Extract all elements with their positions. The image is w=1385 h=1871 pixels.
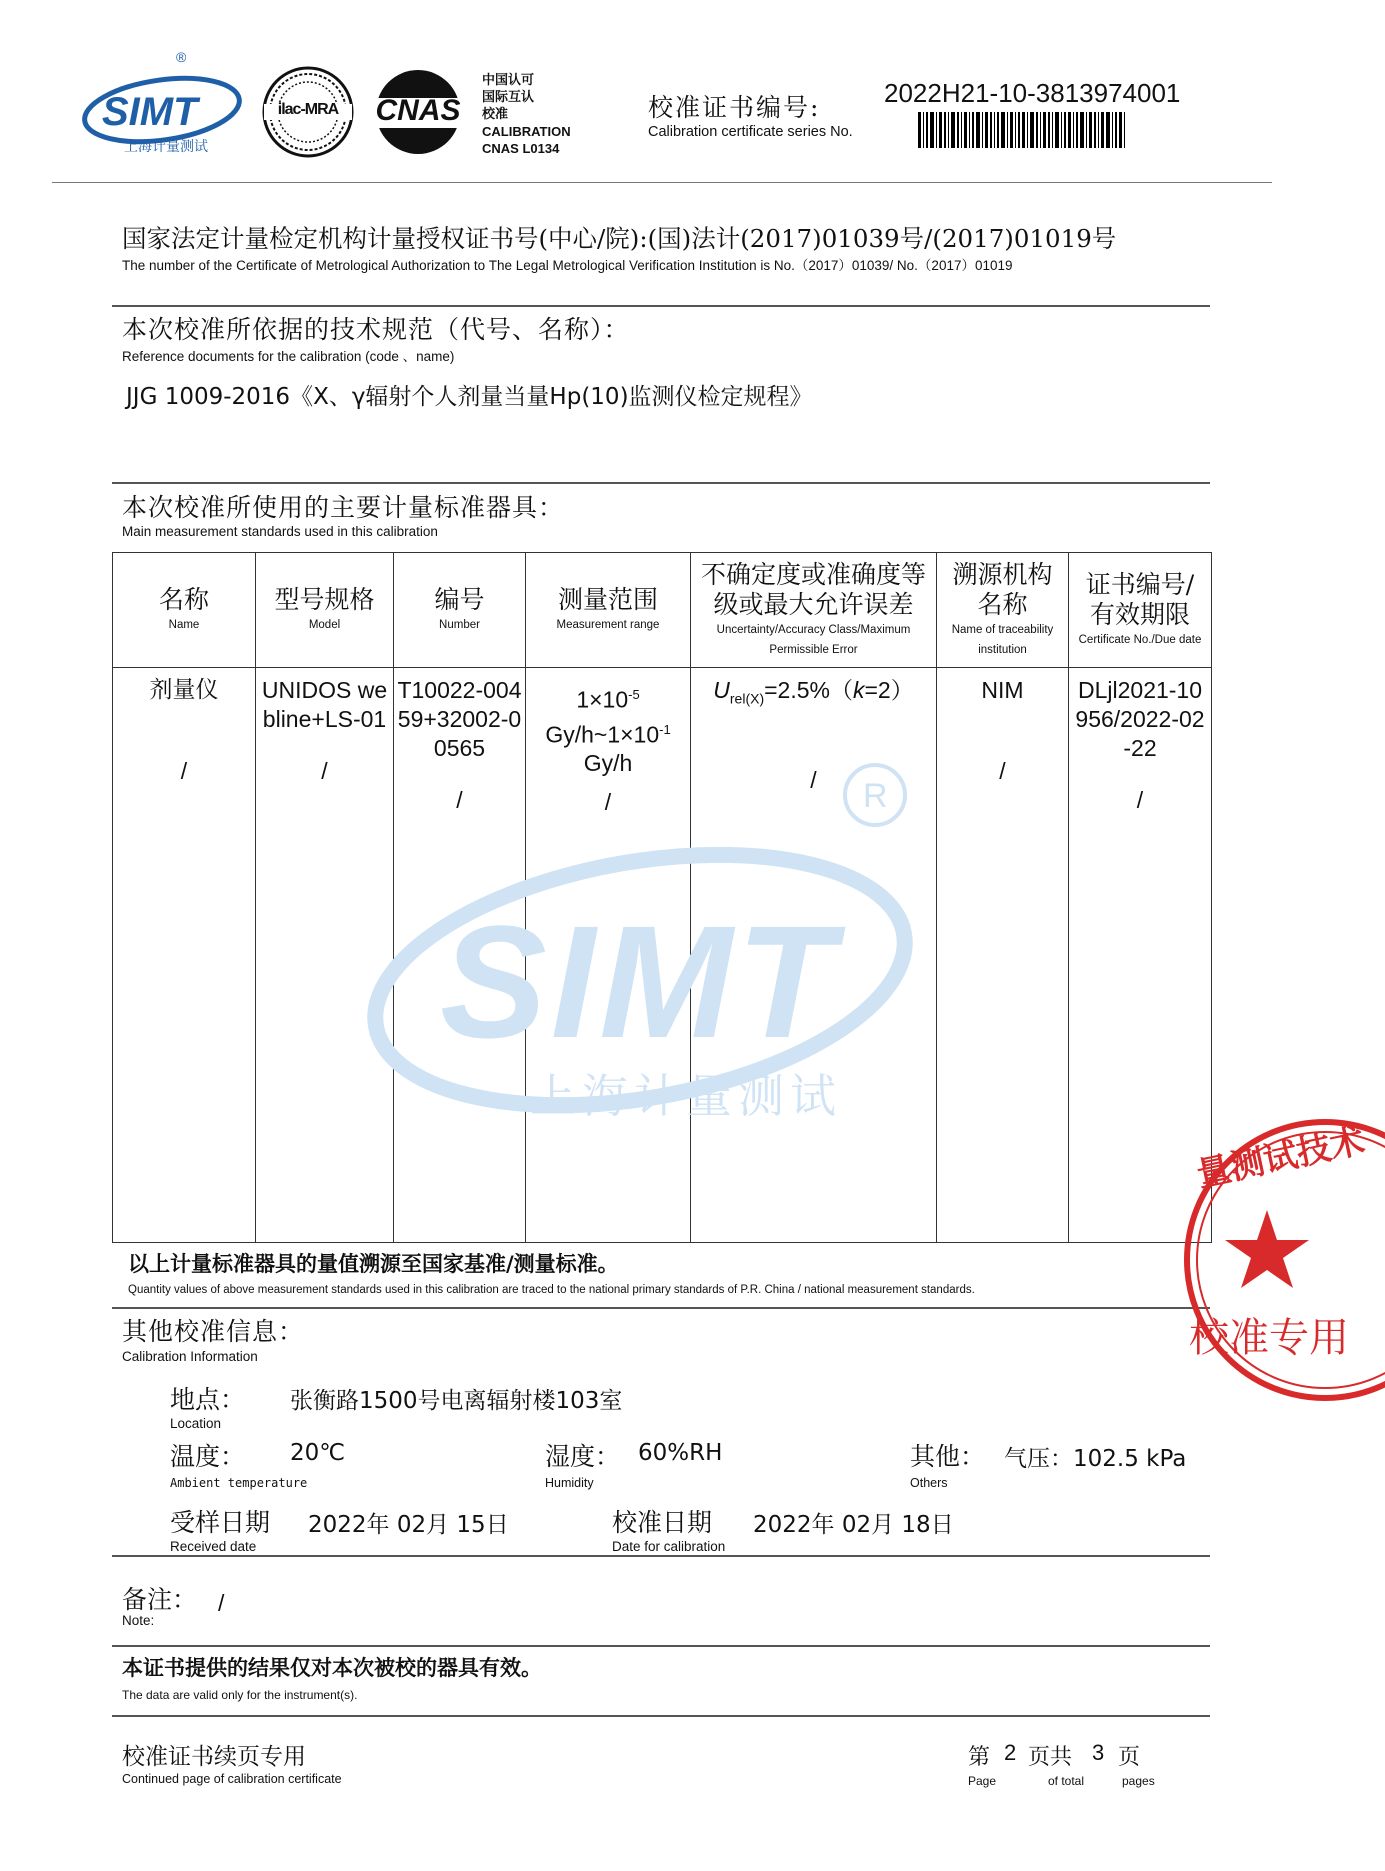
divider-2	[112, 482, 1210, 484]
page-text-1: 第	[968, 1745, 991, 1770]
calibration-date-value: 2022年 02月 18日	[753, 1512, 954, 1538]
range-part-1: 1×10	[576, 686, 629, 713]
authorization-cn: 国家法定计量检定机构计量授权证书号(中心/院):(国)法计(2017)01039号/(2017)01019号	[122, 224, 1117, 253]
ilac-mra-logo	[262, 66, 354, 158]
col-uncertainty-en: Uncertainty/Accuracy Class/Maximum Permissible Error	[716, 624, 911, 656]
simt-logo-cn: 上海计量测试	[124, 139, 208, 155]
cell-uncertainty-value	[691, 676, 936, 714]
cnas-cn-3: 校准	[482, 107, 509, 122]
col-institution-cn: 溯源机构名称	[952, 560, 1053, 619]
validity-en: The data are valid only for the instrument(s).	[122, 1688, 358, 1702]
simt-logo	[80, 50, 255, 160]
standards-heading: 本次校准所使用的主要计量标准器具：	[122, 493, 565, 522]
watermark-cn: 上海计量测试	[530, 1069, 842, 1123]
barcode	[918, 112, 1158, 148]
cell-institution-value: NIM	[981, 677, 1024, 703]
uncertainty-sub: rel(X)	[729, 690, 765, 707]
simt-watermark	[360, 777, 920, 1150]
other-info-heading: 其他校准信息：	[122, 1317, 305, 1346]
empty-mark: /	[180, 758, 188, 784]
cert-series-label-en: Calibration certificate series No.	[648, 124, 853, 140]
col-certificate-en: Certificate No./Due date	[1078, 634, 1202, 646]
continued-page-label-en: Continued page of calibration certificate	[122, 1772, 342, 1786]
col-number-en: Number	[439, 619, 480, 631]
calibration-date-label: 校准日期	[612, 1508, 713, 1537]
range-sup-1: -5	[628, 687, 640, 702]
cnas-info	[482, 72, 571, 157]
cert-series-label: 校准证书编号:	[648, 93, 821, 122]
empty-mark: /	[321, 758, 328, 784]
cnas-cn-1: 中国认可	[482, 73, 535, 88]
cell-range-value	[526, 680, 690, 778]
page-en-1: Page	[968, 1774, 997, 1788]
page-text-3: 页	[1118, 1745, 1141, 1770]
cell-number-value: T10022-00459+32002-00565	[397, 677, 522, 761]
cell-model-value: UNIDOS webline+LS-01	[261, 677, 388, 732]
authorization-en: The number of the Certificate of Metrological Authorization to The Legal Metrological Verification Institution is No.（2017）01039/ No.（2017）01019	[122, 258, 1013, 273]
cell-name	[113, 668, 256, 1243]
page-en-3: pages	[1122, 1774, 1155, 1788]
standards-heading-en: Main measurement standards used in this calibration	[122, 524, 438, 539]
empty-mark: /	[456, 787, 463, 813]
continued-page-label: 校准证书续页专用	[122, 1744, 306, 1770]
note-label-en: Note:	[122, 1613, 155, 1628]
page-text-2: 页共	[1028, 1745, 1073, 1770]
col-number-cn: 编号	[434, 585, 485, 614]
stamp-text-bottom: 校准专用	[1189, 1315, 1349, 1361]
page-indicator	[968, 1740, 1168, 1800]
divider-3	[112, 1307, 1210, 1309]
col-range-cn: 测量范围	[557, 585, 658, 614]
validity-cn: 本证书提供的结果仅对本次被校的器具有效。	[122, 1656, 542, 1680]
humidity-label-en: Humidity	[545, 1476, 594, 1490]
uncertainty-rest: =2.5%（	[764, 677, 853, 703]
temp-label-en: Ambient temperature	[170, 1476, 308, 1490]
cnas-cn-2: 国际互认	[482, 90, 535, 105]
col-header-range	[526, 553, 691, 668]
received-date-label: 受样日期	[170, 1508, 271, 1537]
simt-logo-text: SIMT	[102, 90, 198, 134]
other-info-heading-en: Calibration Information	[122, 1349, 258, 1364]
table-header-row	[113, 553, 1212, 668]
page-en-2: of total	[1048, 1774, 1085, 1788]
ilac-logo-text: ilac-MRA	[277, 101, 339, 118]
location-value: 张衡路1500号电离辐射楼103室	[290, 1388, 623, 1414]
col-model-en: Model	[308, 619, 341, 631]
header-divider	[52, 182, 1272, 183]
traceability-cn: 以上计量标准器具的量值溯源至国家基准/测量标准。	[128, 1252, 619, 1276]
note-value: /	[218, 1590, 225, 1616]
col-header-uncertainty	[691, 553, 937, 668]
others-label-en: Others	[910, 1476, 948, 1490]
humidity-label: 湿度：	[545, 1442, 621, 1471]
cnas-logo-text: CNAS	[375, 94, 461, 127]
divider-5	[112, 1645, 1210, 1647]
col-certificate-cn: 证书编号/有效期限	[1085, 570, 1195, 629]
others-label: 其他：	[910, 1442, 986, 1471]
watermark-text: SIMT	[440, 892, 839, 1071]
divider-1	[112, 305, 1210, 307]
range-part-3: Gy/h	[583, 750, 633, 777]
traceability-en: Quantity values of above measurement standards used in this calibration are traced to the national primary standards of P.R. China / national measurement standards.	[128, 1284, 975, 1296]
calibration-stamp	[1185, 1110, 1385, 1410]
temp-value: 20℃	[290, 1440, 346, 1466]
col-model-cn: 型号规格	[274, 585, 375, 614]
reference-heading: 本次校准所依据的技术规范（代号、名称）：	[122, 315, 630, 344]
reference-value: JJG 1009-2016《X、γ辐射个人剂量当量Hp(10)监测仪检定规程》	[126, 384, 813, 410]
divider-6	[112, 1715, 1210, 1717]
note-label: 备注：	[122, 1585, 198, 1614]
received-date-label-en: Received date	[170, 1539, 257, 1554]
col-header-certificate	[1069, 553, 1212, 668]
cnas-en-1: CALIBRATION	[482, 124, 571, 139]
others-value: 气压：102.5 kPa	[1004, 1446, 1187, 1472]
cell-institution	[937, 668, 1069, 1243]
empty-mark: /	[999, 758, 1006, 784]
calibration-date-label-en: Date for calibration	[612, 1539, 726, 1554]
total-pages: 3	[1092, 1740, 1105, 1765]
humidity-value: 60%RH	[638, 1440, 723, 1466]
temp-label: 温度：	[170, 1442, 246, 1471]
range-sup-2: -1	[659, 721, 671, 737]
col-header-institution	[937, 553, 1069, 668]
col-header-model	[256, 553, 394, 668]
cnas-en-2: CNAS L0134	[482, 141, 560, 156]
svg-text:®: ®	[176, 49, 187, 65]
col-header-number	[394, 553, 526, 668]
page-number: 2	[1004, 1740, 1017, 1765]
uncertainty-symbol: U	[713, 677, 730, 703]
range-part-2: Gy/h~1×10	[545, 721, 660, 748]
svg-text:R: R	[863, 777, 888, 815]
stamp-text-top: 量测试技术	[1193, 1120, 1369, 1196]
received-date-value: 2022年 02月 15日	[308, 1512, 509, 1538]
col-range-en: Measurement range	[556, 619, 660, 631]
uncertainty-k: k	[852, 677, 865, 703]
cnas-logo	[368, 68, 468, 156]
empty-mark: /	[604, 789, 612, 816]
empty-mark: /	[810, 766, 817, 793]
uncertainty-end: =2）	[864, 677, 914, 703]
col-institution-en: Name of traceability institution	[951, 624, 1054, 656]
empty-mark: /	[1136, 787, 1144, 813]
col-name-cn: 名称	[158, 585, 209, 614]
col-name-en: Name	[168, 619, 200, 631]
reference-heading-en: Reference documents for the calibration (code 、name)	[122, 349, 455, 364]
col-header-name	[113, 553, 256, 668]
cell-name-value: 剂量仪	[149, 677, 219, 703]
cert-series-value: 2022H21-10-3813974001	[884, 78, 1181, 108]
location-label-en: Location	[170, 1416, 222, 1431]
cell-certificate-value: DLjl2021-10956/2022-02-22	[1075, 677, 1205, 761]
col-uncertainty-cn: 不确定度或准确度等级或最大允许误差	[700, 560, 926, 619]
divider-4	[112, 1555, 1210, 1557]
location-label: 地点：	[170, 1385, 246, 1414]
